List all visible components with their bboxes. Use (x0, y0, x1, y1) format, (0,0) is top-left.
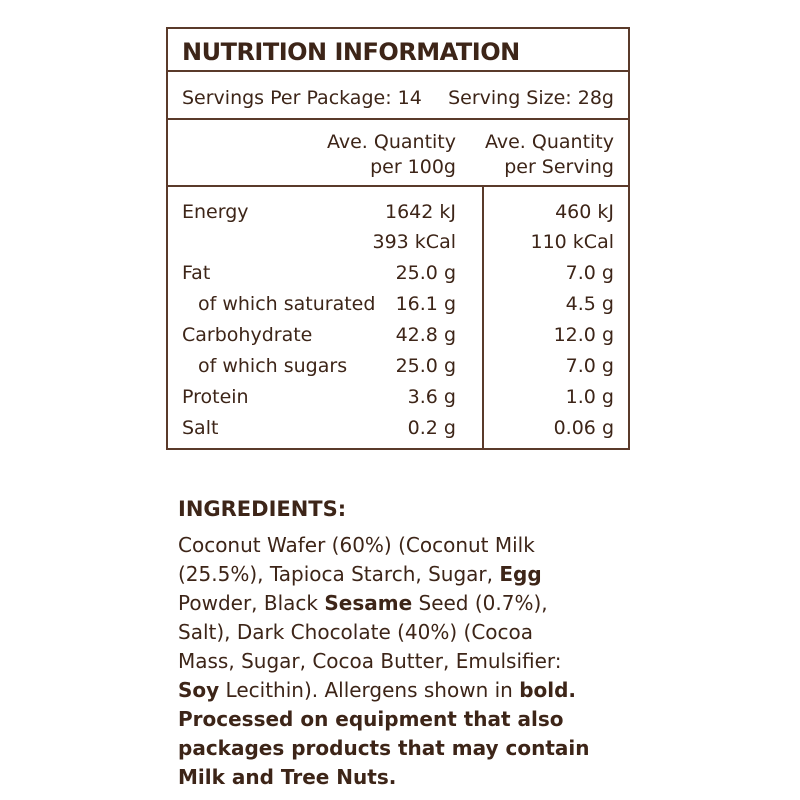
col1-header-line2: per 100g (370, 156, 456, 178)
allergen-soy: Soy (178, 678, 220, 702)
row-perserving-energy-kcal: 110 kCal (530, 231, 614, 253)
ingredients-line-3 (178, 589, 618, 618)
divider-servings (168, 118, 628, 120)
row-label-saturated: of which saturated (198, 293, 376, 315)
row-per100-saturated: 16.1 g (395, 293, 456, 315)
serving-size: Serving Size: 28g (448, 87, 614, 109)
servings-per-package: Servings Per Package: 14 (182, 87, 422, 109)
ingredients-text (178, 531, 618, 792)
row-perserving-salt: 0.06 g (553, 417, 614, 439)
row-per100-salt: 0.2 g (407, 417, 456, 439)
row-label-energy: Energy (182, 201, 249, 223)
col2-header-line2: per Serving (504, 156, 614, 178)
ingredients-line-3-text-c: Seed (0.7%), (412, 591, 548, 615)
divider-title (168, 70, 628, 72)
ingredients-line-4 (178, 618, 618, 647)
row-per100-energy-kj: 1642 kJ (385, 201, 456, 223)
ingredients-line-6-text: Lecithin). Allergens shown in (219, 678, 520, 702)
row-perserving-fat: 7.0 g (565, 262, 614, 284)
row-perserving-sugars: 7.0 g (565, 355, 614, 377)
divider-header (168, 185, 628, 187)
allergen-statement-line-3: Milk and Tree Nuts. (178, 765, 397, 789)
ingredients-line-6 (178, 676, 618, 705)
ingredients-line-3-text-a: Powder, Black (178, 591, 325, 615)
nutrition-panel (166, 27, 630, 450)
ingredients-line-4-text: Salt), Dark Chocolate (40%) (Cocoa (178, 620, 534, 644)
nutrition-title: NUTRITION INFORMATION (182, 38, 520, 66)
ingredients-line-1 (178, 531, 618, 560)
ingredients-line-2-text: (25.5%), Tapioca Starch, Sugar, (178, 562, 500, 586)
allergen-statement-line-1: Processed on equipment that also (178, 707, 564, 731)
row-per100-energy-kcal: 393 kCal (372, 231, 456, 253)
row-label-protein: Protein (182, 386, 249, 408)
row-label-salt: Salt (182, 417, 219, 439)
row-label-fat: Fat (182, 262, 211, 284)
row-label-sugars: of which sugars (198, 355, 348, 377)
allergen-egg: Egg (499, 562, 542, 586)
ingredients-line-5-text: Mass, Sugar, Cocoa Butter, Emulsifier: (178, 649, 562, 673)
row-perserving-carbohydrate: 12.0 g (553, 324, 614, 346)
ingredients-title: INGREDIENTS: (178, 497, 347, 521)
ingredients-line-5 (178, 647, 618, 676)
col1-header-line1: Ave. Quantity (326, 131, 456, 153)
ingredients-line-2 (178, 560, 618, 589)
allergen-statement-line-2: packages products that may contain (178, 736, 590, 760)
row-per100-fat: 25.0 g (395, 262, 456, 284)
row-perserving-saturated: 4.5 g (565, 293, 614, 315)
row-perserving-energy-kj: 460 kJ (555, 201, 614, 223)
row-per100-sugars: 25.0 g (395, 355, 456, 377)
column-divider (482, 185, 484, 448)
row-per100-carbohydrate: 42.8 g (395, 324, 456, 346)
row-label-carbohydrate: Carbohydrate (182, 324, 313, 346)
col2-header-line1: Ave. Quantity (484, 131, 614, 153)
ingredients-line-1-text: Coconut Wafer (60%) (Coconut Milk (178, 533, 535, 557)
allergen-sesame: Sesame (324, 591, 413, 615)
bold-word: bold. (519, 678, 577, 702)
row-per100-protein: 3.6 g (407, 386, 456, 408)
row-perserving-protein: 1.0 g (565, 386, 614, 408)
